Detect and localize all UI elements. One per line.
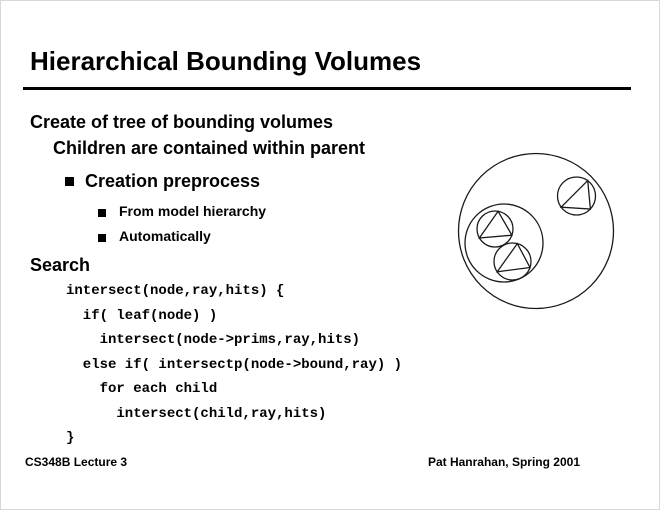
code-block xyxy=(66,279,402,451)
footer-course-label: CS348B Lecture 3 xyxy=(25,455,128,469)
outline-subbullet-model-hierarchy: From model hierarchy xyxy=(119,203,267,219)
code-line: intersect(node->prims,ray,hits) xyxy=(66,332,361,348)
bounding-volume-diagram xyxy=(450,145,622,317)
outline-heading-children-contained: Children are contained within parent xyxy=(53,138,366,158)
title-underline-rule xyxy=(23,87,631,90)
code-line: intersect(child,ray,hits) xyxy=(66,405,327,422)
code-line: } xyxy=(66,430,75,446)
bullet-square-icon xyxy=(98,209,106,217)
code-line: for each child xyxy=(66,381,218,397)
root-bound-circle xyxy=(459,154,614,309)
bullet-square-icon xyxy=(65,177,74,186)
slide-title: Hierarchical Bounding Volumes xyxy=(30,46,422,76)
leaf-bound-right-triangle-primitive xyxy=(561,181,590,209)
leaf-bound-lower-circle xyxy=(494,243,531,280)
outline-heading-create-tree: Create of tree of bounding volumes xyxy=(30,112,334,132)
outline-subbullet-automatically: Automatically xyxy=(119,228,211,244)
outline-bullet-creation-preprocess: Creation preprocess xyxy=(85,171,261,191)
outline-heading-search: Search xyxy=(30,255,91,275)
footer-author-label: Pat Hanrahan, Spring 2001 xyxy=(427,455,580,469)
code-line: if( leaf(node) ) xyxy=(66,307,218,324)
bullet-square-icon xyxy=(98,234,106,242)
code-line: else if( intersectp(node->bound,ray) ) xyxy=(66,356,403,373)
code-line: intersect(node,ray,hits) { xyxy=(66,283,285,299)
